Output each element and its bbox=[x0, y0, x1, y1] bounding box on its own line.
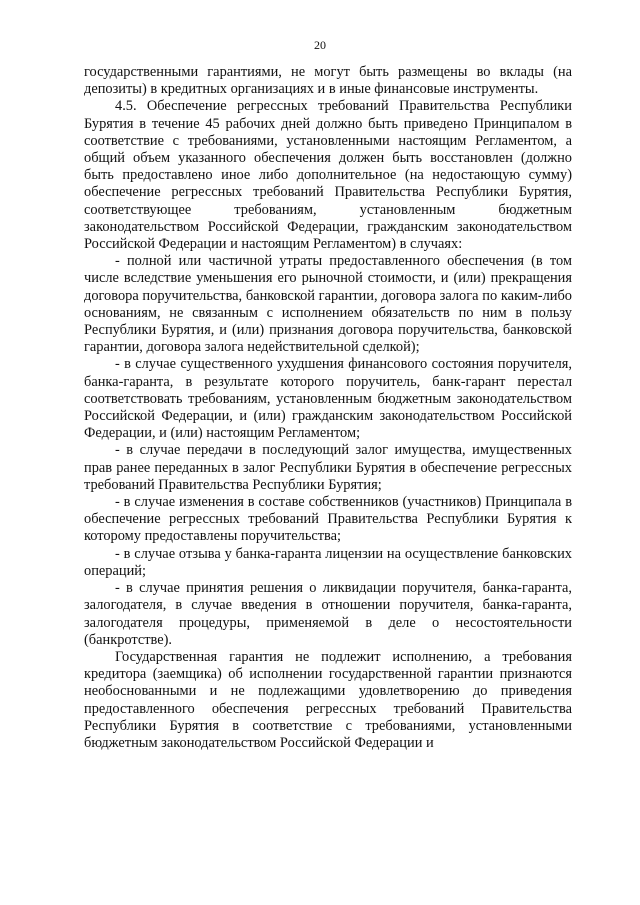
list-item: - в случае передачи в последующий залог имущества, имущественных прав ранее переданных в залог Республики Бурятия в обеспечение регрессных требований Правительства Республики Бурятия; bbox=[84, 442, 572, 493]
list-item: - в случае принятия решения о ликвидации поручителя, банка-гаранта, залогодателя, в случае введения в отношении поручителя, банка-гаранта, залогодателя процедуры, применяемой в деле о несостоятельности (банкротстве). bbox=[84, 580, 572, 648]
page-number: 20 bbox=[314, 38, 326, 52]
list-item: - в случае отзыва у банка-гаранта лицензии на осуществление банковских операций; bbox=[84, 545, 572, 579]
paragraph: Государственная гарантия не подлежит исполнению, а требования кредитора (заемщика) об исполнении государственной гарантии признаются необоснованными и не подлежащими удовлетворению до приведения предоставленного обеспечения регрессных требований Правительства Республики Бурятия в соответствие с требованиями, установленными бюджетным законодательством Российской Федерации и bbox=[84, 648, 572, 751]
paragraph: государственными гарантиями, не могут быть размещены во вклады (на депозиты) в кредитных организациях и в иные финансовые инструменты. bbox=[84, 64, 572, 98]
paragraph: 4.5. Обеспечение регрессных требований Правительства Республики Бурятия в течение 45 рабочих дней должно быть приведено Принципалом в соответствие с требованиями, установленными настоящим Регламентом, а общий объем указанного обеспечения должен быть восстановлен (должно быть предоставлено иное либо дополнительное (на недостающую сумму) обеспечение регрессных требований Правительства Республики Бурятия, соответствующее требованиям, установленным бюджетным законодательством Российской Федерации, гражданским законодательством Российской Федерации и настоящим Регламентом) в случаях: bbox=[84, 98, 572, 253]
document-body bbox=[84, 64, 572, 752]
list-item: - в случае изменения в составе собственников (участников) Принципала в обеспечение регрессных требований Правительства Республики Бурятия к которому предоставлены поручительства; bbox=[84, 494, 572, 545]
list-item: - в случае существенного ухудшения финансового состояния поручителя, банка-гаранта, в результате которого поручитель, банк-гарант перестал соответствовать требованиям, установленным бюджетным законодательством Российской Федерации, и (или) гражданским законодательством Российской Федерации, и (или) настоящим Регламентом; bbox=[84, 356, 572, 442]
list-item: - полной или частичной утраты предоставленного обеспечения (в том числе вследствие уменьшения его рыночной стоимости, и (или) прекращения договора поручительства, банковской гарантии, договора залога по каким-либо основаниям, не связанным с исполнением обязательств по ним в пользу Республики Бурятия, и (или) признания договора поручительства, банковской гарантии, договора залога недействительной сделкой); bbox=[84, 253, 572, 356]
